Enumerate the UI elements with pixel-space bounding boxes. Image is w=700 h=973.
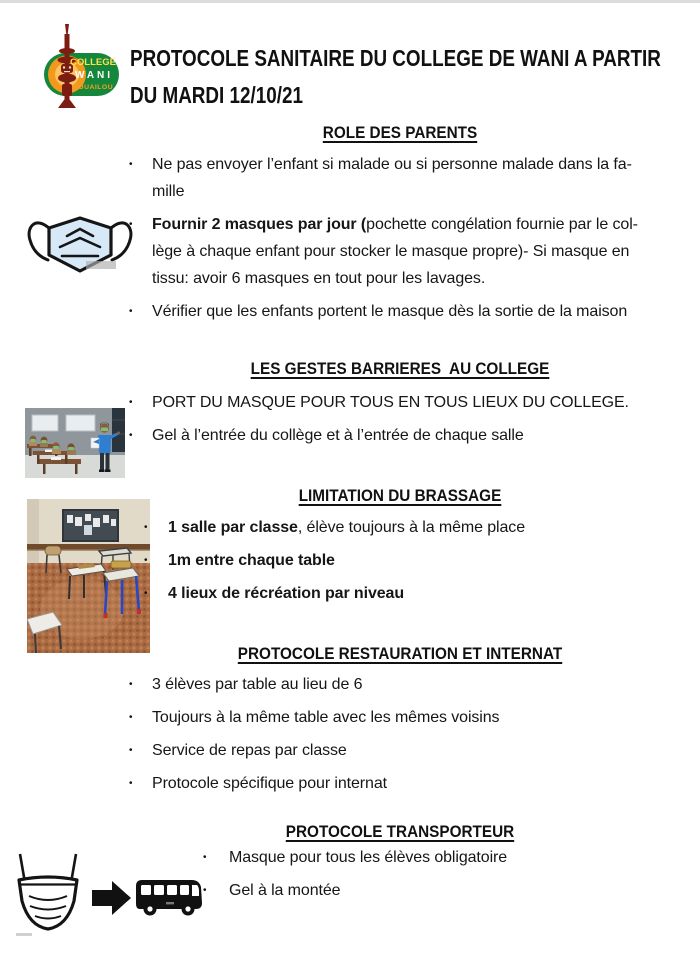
bullet-list-transporteur xyxy=(202,844,700,910)
list-item-text: Fournir 2 masques par jour (pochette congélation fournie par le col- lège à chaque enfant pour stocker le masque propre)- Si masque en tissu: avoir 6 masques en tout pour les lavages. xyxy=(152,216,638,287)
list-item xyxy=(143,514,700,541)
list-item xyxy=(128,298,688,325)
page-title xyxy=(130,40,688,114)
bullet-icon: • xyxy=(129,712,133,723)
bullet-list-restauration-internat xyxy=(128,671,688,803)
list-item-text: PORT DU MASQUE POUR TOUS EN TOUS LIEUX DU COLLEGE. xyxy=(152,394,629,411)
bullet-icon: • xyxy=(129,778,133,789)
bullet-icon: • xyxy=(144,555,148,566)
list-item-text: Gel à la montée xyxy=(229,882,341,899)
list-item-text: 4 lieux de récréation par niveau xyxy=(168,585,405,602)
college-wani-logo-graphic xyxy=(40,24,122,120)
logo-text-houailou: HOUAILOU xyxy=(72,84,114,91)
page-title-line1: PROTOCOLE SANITAIRE DU COLLEGE DE WANI A PARTIR xyxy=(130,45,661,71)
logo-text-wani: WANI xyxy=(74,70,114,81)
list-item xyxy=(128,770,688,797)
list-item xyxy=(128,737,688,764)
bullet-icon: • xyxy=(129,397,133,408)
list-item xyxy=(143,580,700,607)
list-item xyxy=(128,211,688,292)
stock-watermark xyxy=(86,261,116,269)
bullet-icon: • xyxy=(129,306,133,317)
list-item xyxy=(128,704,688,731)
list-item-text: Service de repas par classe xyxy=(152,742,347,759)
bullet-icon: • xyxy=(129,219,133,230)
list-item-text: Vérifier que les enfants portent le masque dès la sortie de la maison xyxy=(152,303,628,320)
list-item xyxy=(128,151,688,205)
list-item xyxy=(202,844,700,871)
section-heading-transporteur: PROTOCOLE TRANSPORTEUR xyxy=(285,822,515,841)
list-item-text: Protocole spécifique pour internat xyxy=(152,775,387,792)
list-item-text: 1m entre chaque table xyxy=(168,552,335,569)
mask-ear-loop-left xyxy=(29,223,50,260)
classroom-teacher-illustration xyxy=(25,408,125,478)
bus-icon xyxy=(136,880,202,918)
list-item xyxy=(128,422,688,449)
list-item-text: Ne pas envoyer l’enfant si malade ou si personne malade dans la fa- mille xyxy=(152,156,632,200)
page-title-line2: DU MARDI 12/10/21 xyxy=(130,82,303,108)
bullet-icon: • xyxy=(129,679,133,690)
arrow-right-icon xyxy=(92,881,131,915)
bullet-icon: • xyxy=(203,885,207,896)
list-item-text: Gel à l’entrée du collège et à l’entrée de chaque salle xyxy=(152,427,524,444)
blackboard xyxy=(112,408,125,452)
stock-watermark xyxy=(16,933,32,936)
page-top-border xyxy=(0,0,700,3)
college-wani-logo xyxy=(40,24,122,120)
bullet-icon: • xyxy=(129,159,133,170)
bullet-list-gestes-barrieres xyxy=(128,389,688,455)
list-item xyxy=(128,671,688,698)
list-item xyxy=(202,877,700,904)
list-item xyxy=(128,389,688,416)
logo-text-college: COLLEGE xyxy=(70,57,116,68)
bullet-icon: • xyxy=(129,430,133,441)
bullet-list-role-des-parents xyxy=(128,151,688,331)
mask-to-bus-illustration xyxy=(8,853,203,938)
section-heading-gestes-barrieres: LES GESTES BARRIERES AU COLLEGE xyxy=(250,359,550,378)
list-item-text: 1 salle par classe, élève toujours à la même place xyxy=(168,519,526,536)
section-heading-role-des-parents: ROLE DES PARENTS xyxy=(322,123,478,142)
section-heading-limitation-brassage: LIMITATION DU BRASSAGE xyxy=(298,486,502,505)
list-item-text: Masque pour tous les élèves obligatoire xyxy=(229,849,508,866)
classroom-distancing-photo xyxy=(27,499,150,653)
face-mask-illustration xyxy=(25,208,135,293)
list-item-text: Toujours à la même table avec les mêmes voisins xyxy=(152,709,500,726)
face-mask-outline-icon xyxy=(19,854,77,929)
list-item-text: 3 élèves par table au lieu de 6 xyxy=(152,676,363,693)
bullet-icon: • xyxy=(144,588,148,599)
bullet-icon: • xyxy=(129,745,133,756)
face-mask-icon xyxy=(25,208,135,293)
bullet-icon: • xyxy=(203,852,207,863)
bullet-icon: • xyxy=(144,522,148,533)
list-item xyxy=(143,547,700,574)
section-heading-restauration-internat: PROTOCOLE RESTAURATION ET INTERNAT xyxy=(237,644,563,663)
bullet-list-limitation-brassage xyxy=(143,514,700,613)
